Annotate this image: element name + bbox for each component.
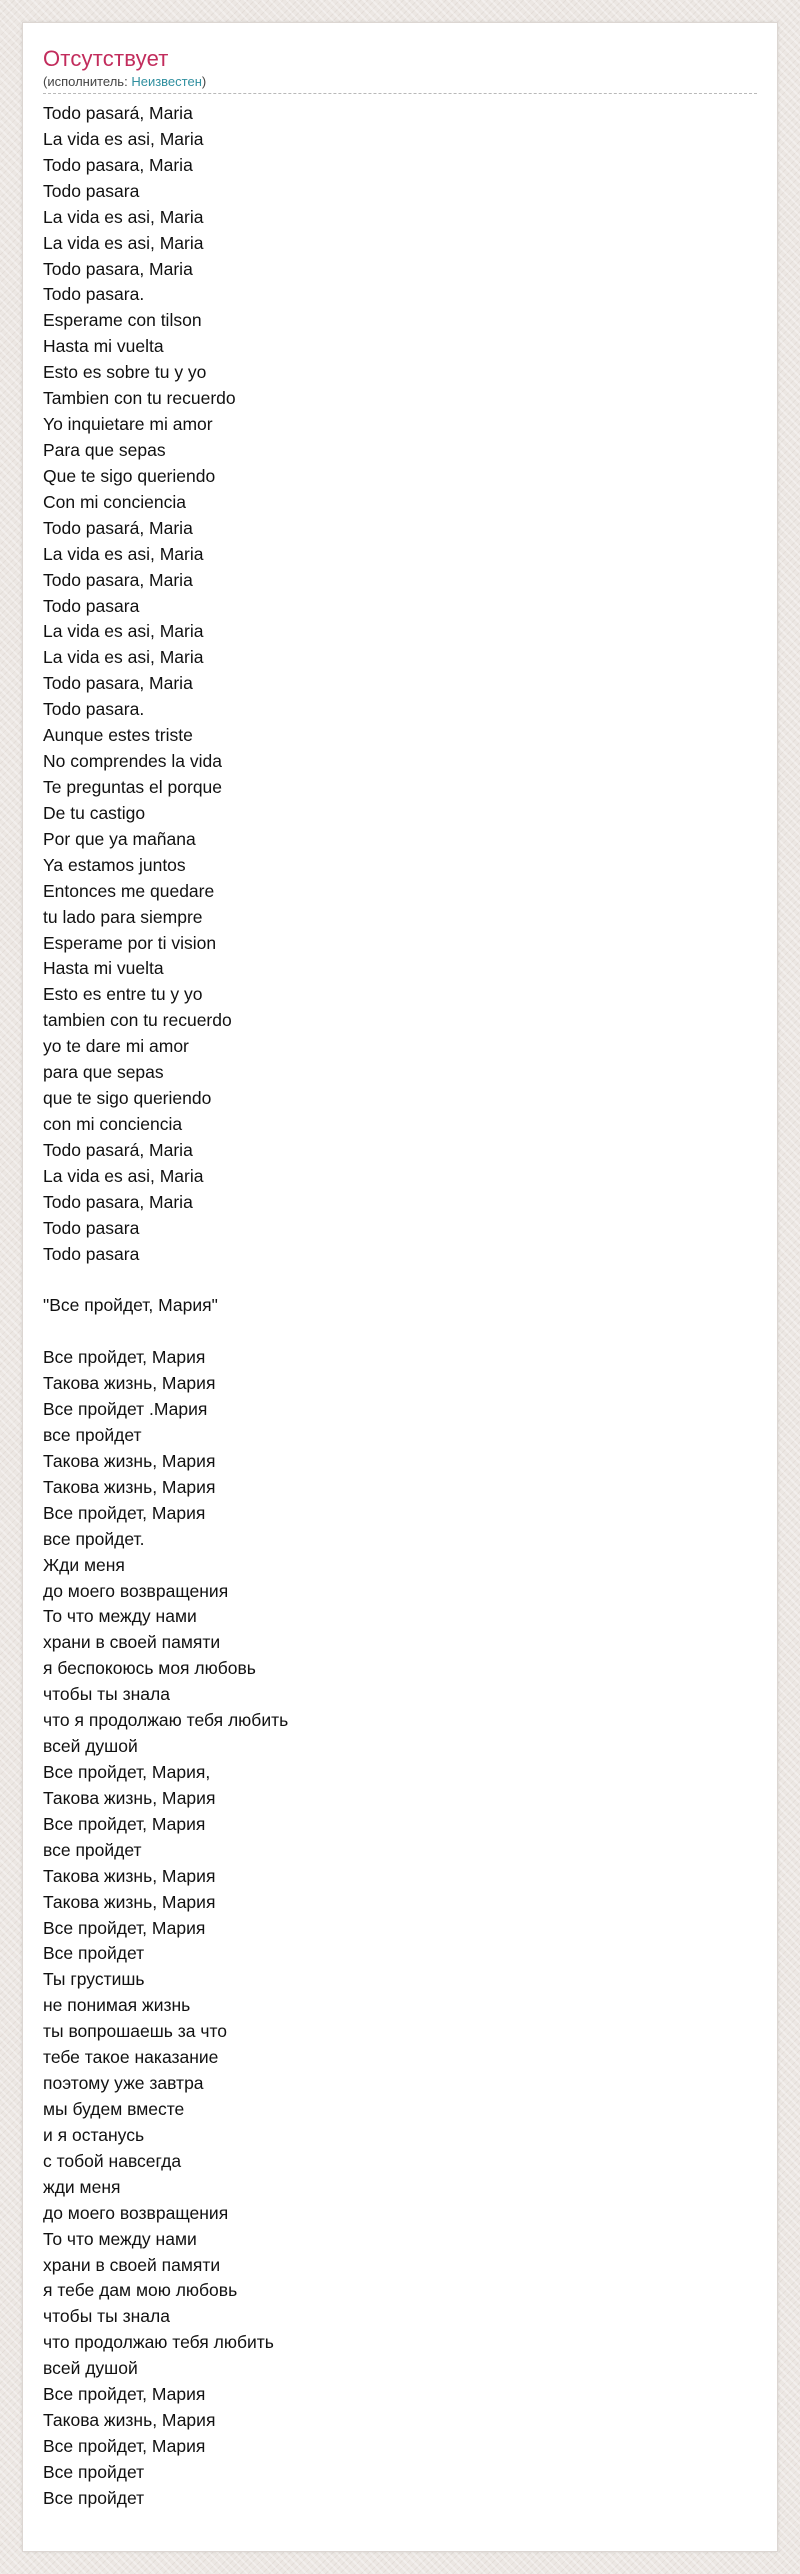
lyric-line: "Все пройдет, Мария": [43, 1295, 218, 1316]
lyric-line: и я останусь: [43, 2124, 145, 2145]
lyric-line: Esperame con tilson: [43, 310, 202, 331]
lyric-line: Todo pasara.: [43, 699, 145, 720]
lyric-line: Такова жизнь, Мария: [43, 1787, 216, 1808]
lyric-line: La vida es asi, Maria: [43, 206, 204, 227]
lyric-line: Con mi conciencia: [43, 491, 186, 512]
lyric-line: поэтому уже завтра: [43, 2073, 204, 2094]
lyric-line: para que sepas: [43, 1062, 164, 1083]
lyric-line: чтобы ты знала: [43, 1684, 170, 1705]
lyric-line: Все пройдет: [43, 2461, 145, 2482]
lyric-line: все пройдет: [43, 1839, 142, 1860]
lyric-line: Esperame por ti vision: [43, 932, 217, 953]
lyric-line: Все пройдет, Мария: [43, 1347, 206, 1368]
lyric-line: La vida es asi, Maria: [43, 543, 204, 564]
lyric-line: Такова жизнь, Мария: [43, 1450, 216, 1471]
lyric-line: Te preguntas el porque: [43, 776, 223, 797]
lyric-line: Жди меня: [43, 1554, 125, 1575]
lyric-line: жди меня: [43, 2176, 121, 2197]
lyric-line: с тобой навсегда: [43, 2150, 182, 2171]
lyric-line: Все пройдет, Мария: [43, 2435, 206, 2456]
lyric-line: Все пройдет .Мария: [43, 1399, 208, 1420]
lyric-line: Hasta mi vuelta: [43, 958, 164, 979]
lyric-line: [43, 1319, 757, 1345]
lyric-line: тебе такое наказание: [43, 2047, 219, 2068]
lyric-line: То что между нами: [43, 1606, 197, 1627]
lyric-line: Aunque estes triste: [43, 725, 193, 746]
lyric-line: tambien con tu recuerdo: [43, 1010, 232, 1031]
lyric-line: что я продолжаю тебя любить: [43, 1710, 289, 1731]
lyric-line: Todo pasará, Maria: [43, 103, 193, 123]
lyric-line: всей душой: [43, 1736, 138, 1757]
lyric-line: Все пройдет, Мария: [43, 1813, 206, 1834]
lyric-line: всей душой: [43, 2358, 138, 2379]
lyric-line: не понимая жизнь: [43, 1995, 191, 2016]
lyric-line: Все пройдет, Мария: [43, 1502, 206, 1523]
lyric-line: Todo pasara: [43, 595, 140, 616]
lyric-line: La vida es asi, Maria: [43, 128, 204, 149]
lyrics-text: [43, 101, 757, 2512]
lyric-line: Todo pasara, Maria: [43, 1191, 193, 1212]
lyric-line: tu lado para siempre: [43, 906, 203, 927]
lyric-line: что продолжаю тебя любить: [43, 2332, 274, 2353]
lyric-line: Entonces me quedare: [43, 880, 215, 901]
lyric-line: Todo pasará, Maria: [43, 517, 193, 538]
lyric-line: Todo pasara, Maria: [43, 569, 193, 590]
lyric-line: все пройдет: [43, 1425, 142, 1446]
lyric-line: мы будем вместе: [43, 2098, 185, 2119]
lyric-line: No comprendes la vida: [43, 751, 222, 772]
lyric-line: Все пройдет, Мария,: [43, 1762, 211, 1782]
lyric-line: La vida es asi, Maria: [43, 1165, 204, 1186]
lyric-line: Такова жизнь, Мария: [43, 1373, 216, 1394]
lyric-line: Ты грустишь: [43, 1969, 145, 1990]
performer-link[interactable]: Неизвестен: [131, 74, 202, 89]
lyric-line: Todo pasara, Maria: [43, 258, 193, 279]
lyric-line: Todo pasará, Maria: [43, 1139, 193, 1160]
lyric-line: De tu castigo: [43, 802, 146, 823]
lyric-line: я тебе дам мою любовь: [43, 2280, 238, 2301]
lyrics-card: [22, 22, 778, 2552]
lyric-line: Esto es sobre tu y yo: [43, 362, 207, 383]
lyric-line: Todo pasara: [43, 1217, 140, 1238]
lyric-line: Para que sepas: [43, 439, 166, 460]
lyric-line: La vida es asi, Maria: [43, 621, 204, 642]
lyric-line: чтобы ты знала: [43, 2306, 170, 2327]
lyric-line: Ya estamos juntos: [43, 854, 186, 875]
lyric-line: Все пройдет: [43, 2487, 145, 2508]
lyric-line: я беспокоюсь моя любовь: [43, 1658, 256, 1679]
lyric-line: Все пройдет, Мария: [43, 1917, 206, 1938]
lyric-line: Такова жизнь, Мария: [43, 1865, 216, 1886]
lyric-line: Todo pasara, Maria: [43, 154, 193, 175]
lyric-line: Все пройдет, Мария: [43, 2384, 206, 2405]
lyric-line: храни в своей памяти: [43, 2254, 221, 2275]
lyric-line: Такова жизнь, Мария: [43, 1891, 216, 1912]
lyric-line: yo te dare mi amor: [43, 1036, 189, 1057]
lyric-line: до моего возвращения: [43, 1580, 229, 1601]
lyric-line: Todo pasara: [43, 180, 140, 201]
lyric-line: Todo pasara.: [43, 284, 145, 305]
lyric-line: Tambien con tu recuerdo: [43, 388, 236, 409]
performer-line: (исполнитель: Неизвестен): [43, 73, 757, 94]
lyric-line: все пройдет.: [43, 1528, 145, 1549]
lyric-line: La vida es asi, Maria: [43, 232, 204, 253]
performer-label: исполнитель:: [47, 74, 128, 89]
lyric-line: Yo inquietare mi amor: [43, 414, 213, 435]
lyric-line: con mi conciencia: [43, 1113, 183, 1134]
song-title: Отсутствует: [43, 46, 169, 71]
lyric-line: Todo pasara, Maria: [43, 673, 193, 694]
lyric-line: Por que ya mañana: [43, 828, 196, 849]
lyric-line: ты вопрошаешь за что: [43, 2021, 228, 2042]
lyric-line: Такова жизнь, Мария: [43, 1476, 216, 1497]
lyric-line: Que te sigo queriendo: [43, 465, 216, 486]
lyric-line: Все пройдет: [43, 1943, 145, 1964]
lyric-line: La vida es asi, Maria: [43, 647, 204, 668]
lyric-line: храни в своей памяти: [43, 1632, 221, 1653]
lyric-line: Hasta mi vuelta: [43, 336, 164, 357]
lyric-line: que te sigo queriendo: [43, 1088, 212, 1109]
lyric-line: до моего возвращения: [43, 2202, 229, 2223]
lyric-line: [43, 1267, 757, 1293]
lyric-line: Esto es entre tu y yo: [43, 984, 203, 1005]
lyric-line: То что между нами: [43, 2228, 197, 2249]
lyric-line: Такова жизнь, Мария: [43, 2410, 216, 2431]
lyric-line: Todo pasara: [43, 1243, 140, 1264]
